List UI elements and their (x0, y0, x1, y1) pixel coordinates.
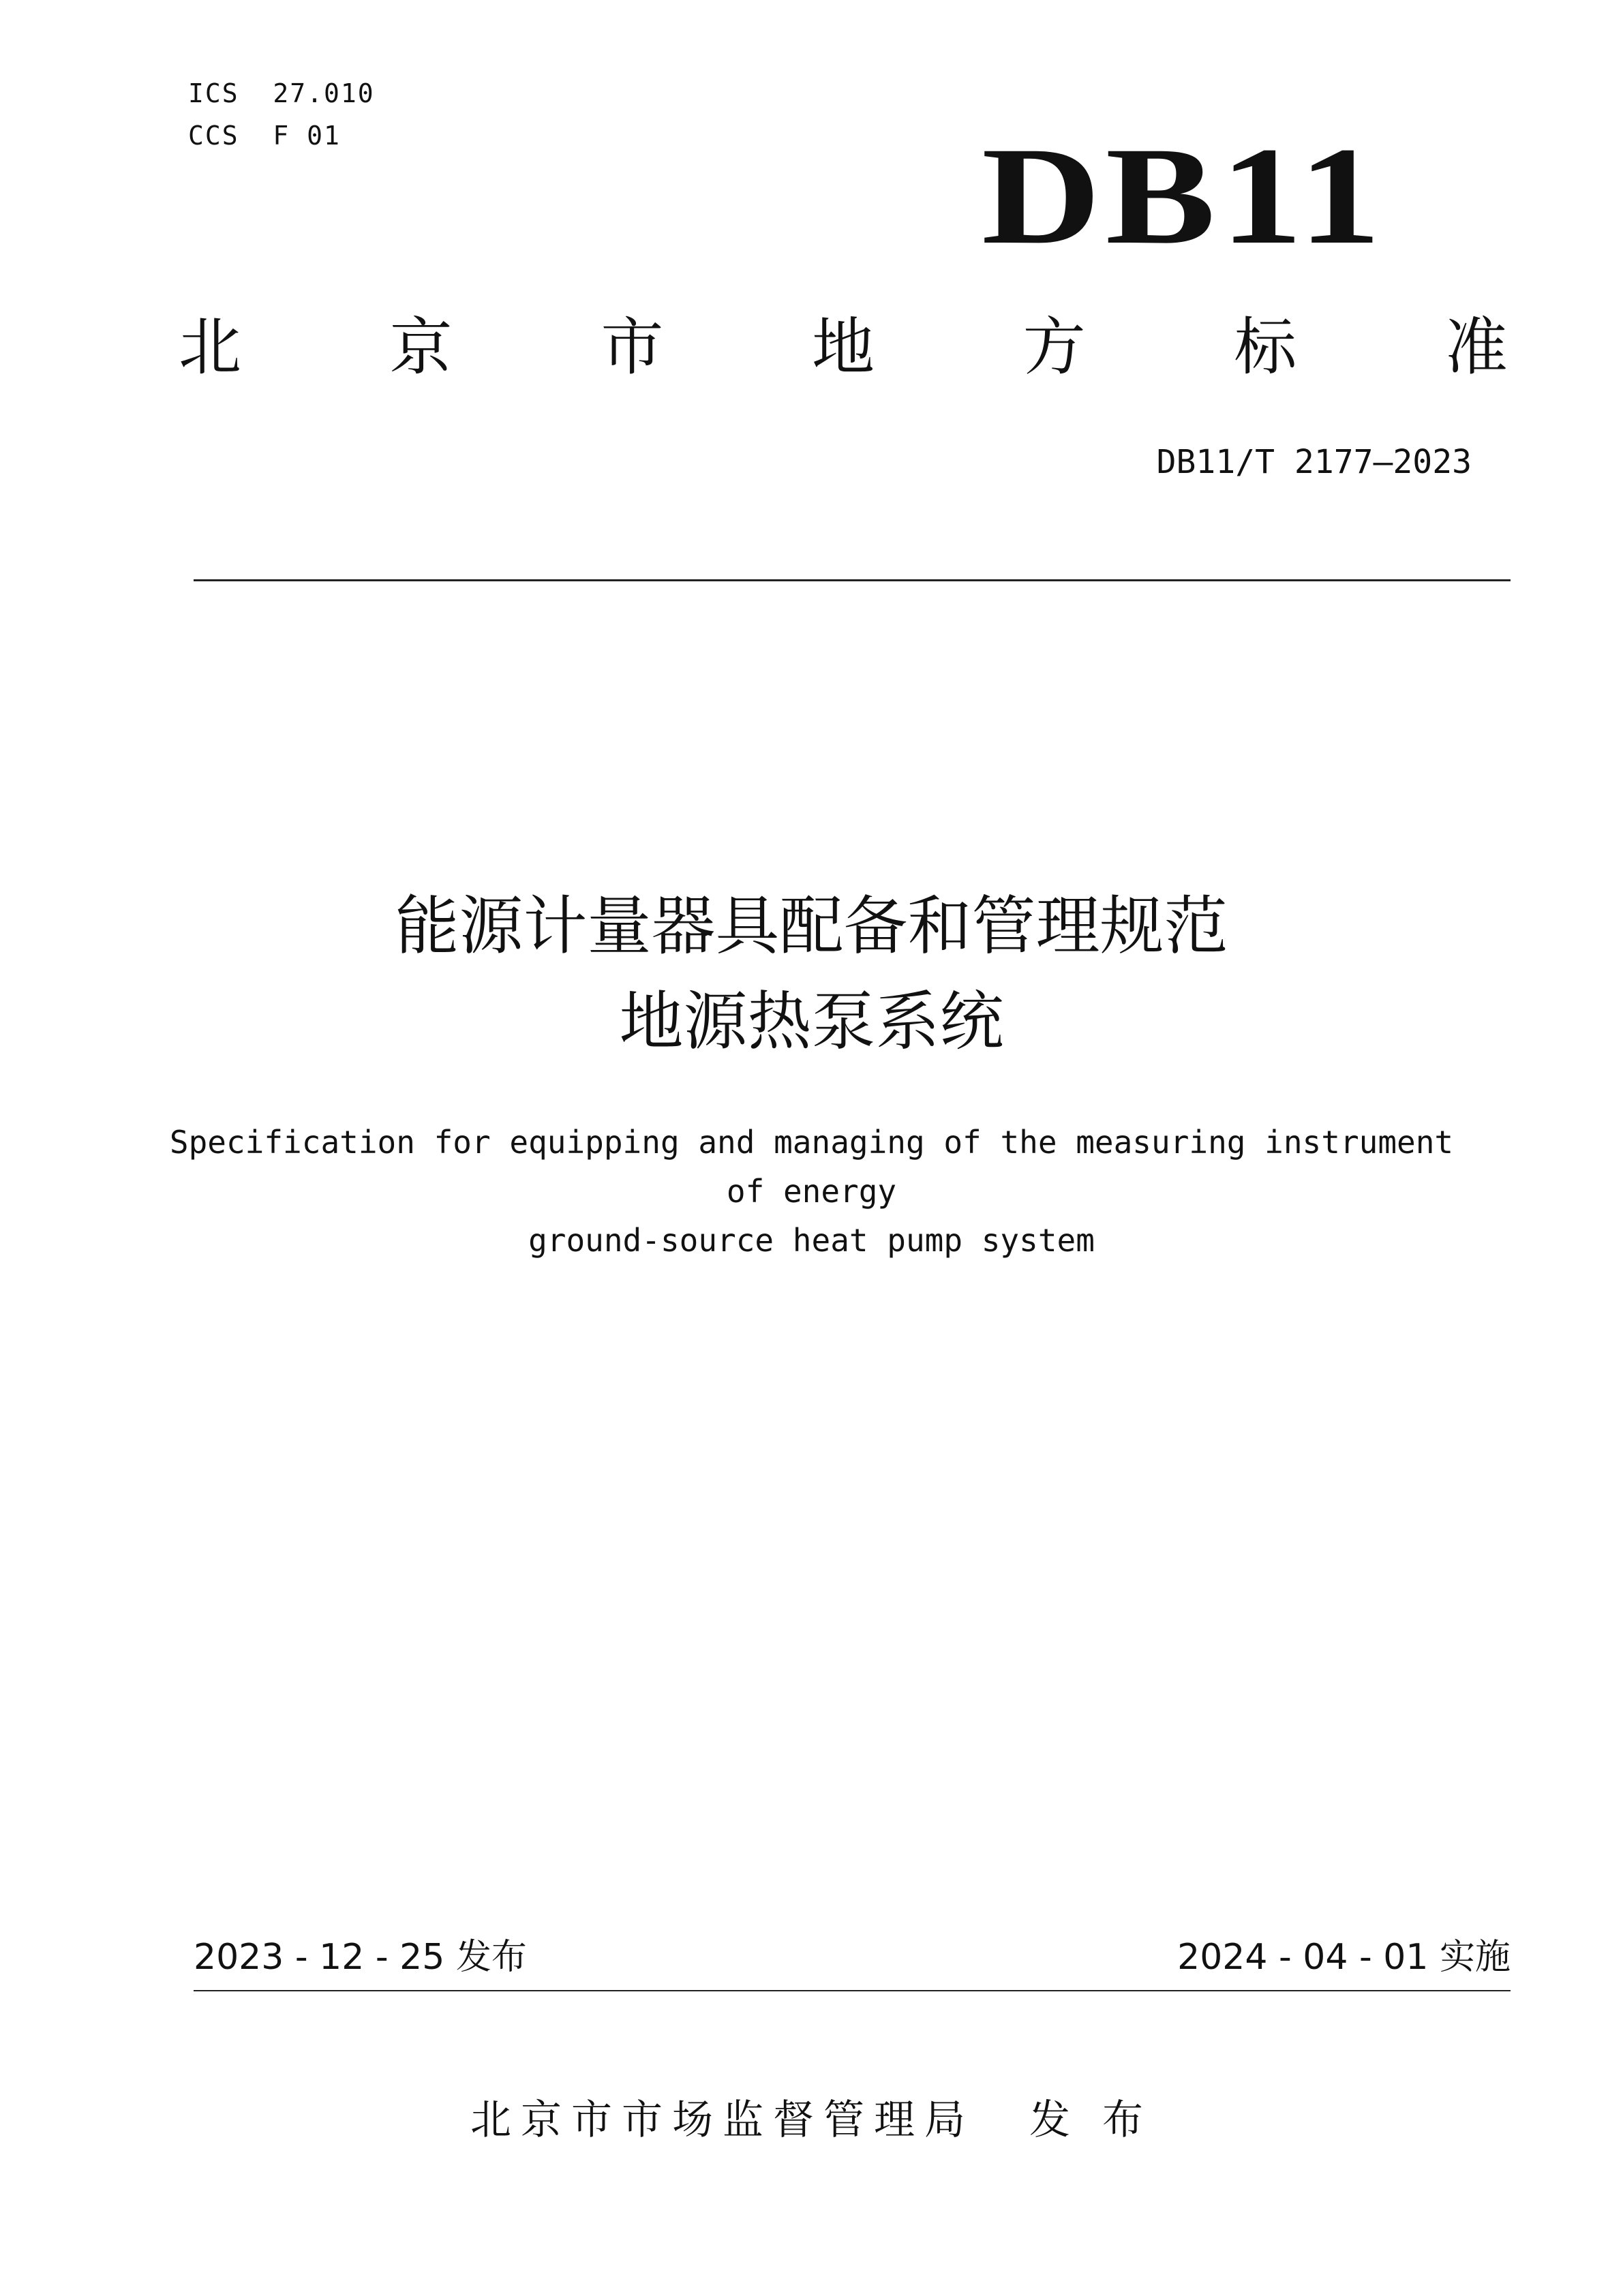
category-char: 标 (1234, 311, 1297, 384)
ics-code: ICS 27.010 (188, 78, 375, 108)
db11-logo: DB11 (982, 119, 1386, 273)
category-char: 准 (1444, 311, 1508, 384)
title-cn-line1: 能源计量器具配备和管理规范 (395, 889, 1228, 964)
standard-category (179, 310, 1508, 385)
standard-number: DB11/T 2177—2023 (1156, 443, 1472, 481)
title-en-line1: Specification for equipping and managing of the measuring instrument (169, 1124, 1454, 1161)
publisher-name: 北京市市场监督管理局 (470, 2096, 975, 2144)
ccs-code: CCS F 01 (188, 121, 341, 151)
title-cn-line2: 地源热泵系统 (619, 985, 1004, 1059)
category-char: 方 (1022, 311, 1086, 384)
title-en-line2: of energy (726, 1173, 897, 1210)
header-divider (194, 579, 1511, 581)
category-char: 京 (389, 311, 453, 384)
category-char: 市 (601, 311, 664, 384)
implement-date: 2024 - 04 - 01 实施 (1177, 1937, 1511, 1978)
category-char: 地 (811, 311, 875, 384)
publish-date: 2023 - 12 - 25 发布 (194, 1937, 527, 1978)
footer-divider (194, 1990, 1511, 1991)
title-en-line3: ground-source heat pump system (528, 1222, 1095, 1259)
publisher-line (0, 2096, 1623, 2145)
category-char: 北 (179, 311, 242, 384)
publisher-action: 发 布 (1029, 2096, 1153, 2144)
